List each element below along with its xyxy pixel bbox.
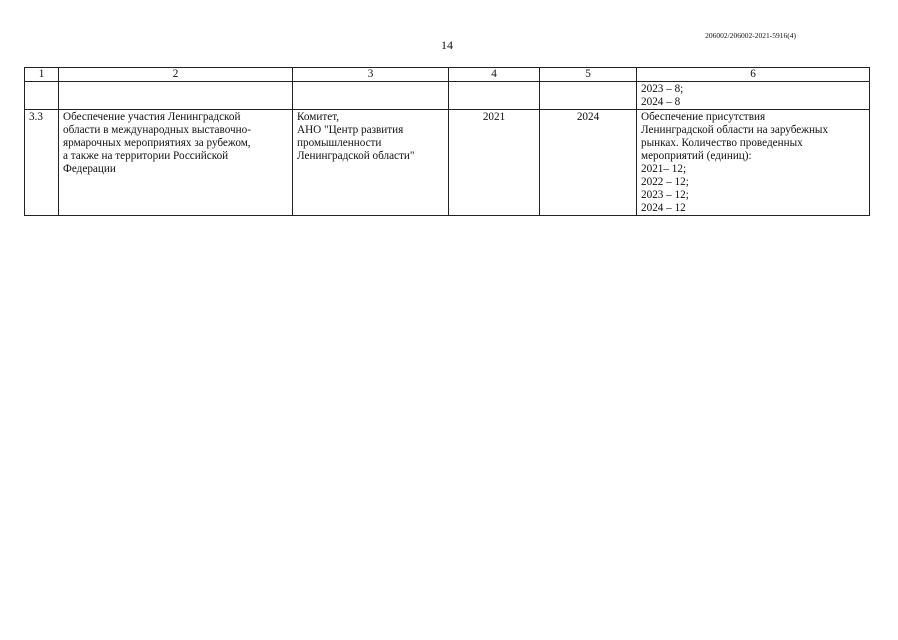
cell-empty: [449, 82, 540, 110]
cell-result: [637, 110, 870, 216]
table-row-3-3: [25, 110, 870, 216]
result-line: Ленинградской области на зарубежных: [641, 124, 829, 136]
activity-line: Обеспечение участия Ленинградской: [63, 111, 241, 123]
cell-start-year: 2021: [449, 110, 540, 216]
cell-empty: [25, 82, 59, 110]
activity-line: области в международных выставочно-: [63, 124, 251, 136]
cell-result-continuation: [637, 82, 870, 110]
result-line: 2023 – 8;: [641, 83, 684, 95]
activity-line: Федерации: [63, 163, 116, 175]
executor-line: промышленности: [297, 137, 382, 149]
cell-activity: [59, 110, 293, 216]
result-line: 2024 – 8: [641, 96, 681, 108]
table-row-continuation: [25, 82, 870, 110]
measures-table: [24, 67, 870, 216]
activity-line: а также на территории Российской: [63, 150, 229, 162]
cell-empty: [59, 82, 293, 110]
cell-end-year: 2024: [540, 110, 637, 216]
column-number-3: 3: [293, 68, 449, 82]
activity-line: ярмарочных мероприятиях за рубежом,: [63, 137, 251, 149]
executor-line: АНО "Центр развития: [297, 124, 404, 136]
column-number-6: 6: [637, 68, 870, 82]
result-line: Обеспечение присутствия: [641, 111, 766, 123]
column-number-2: 2: [59, 68, 293, 82]
result-line: рынках. Количество проведенных: [641, 137, 803, 149]
cell-empty: [540, 82, 637, 110]
result-line: мероприятий (единиц):: [641, 150, 752, 162]
column-number-5: 5: [540, 68, 637, 82]
column-number-4: 4: [449, 68, 540, 82]
table-header-row: [25, 68, 870, 82]
executor-line: Ленинградской области": [297, 150, 415, 162]
cell-empty: [293, 82, 449, 110]
result-line: 2023 – 12;: [641, 189, 689, 201]
document-code: 206002/206002-2021-5916(4): [705, 31, 796, 40]
executor-line: Комитет,: [297, 111, 340, 123]
cell-item-number: 3.3: [25, 110, 59, 216]
result-line: 2021– 12;: [641, 163, 687, 175]
result-line: 2024 – 12: [641, 202, 686, 214]
column-number-1: 1: [25, 68, 59, 82]
result-line: 2022 – 12;: [641, 176, 689, 188]
cell-executors: [293, 110, 449, 216]
page-number: 14: [441, 38, 453, 52]
